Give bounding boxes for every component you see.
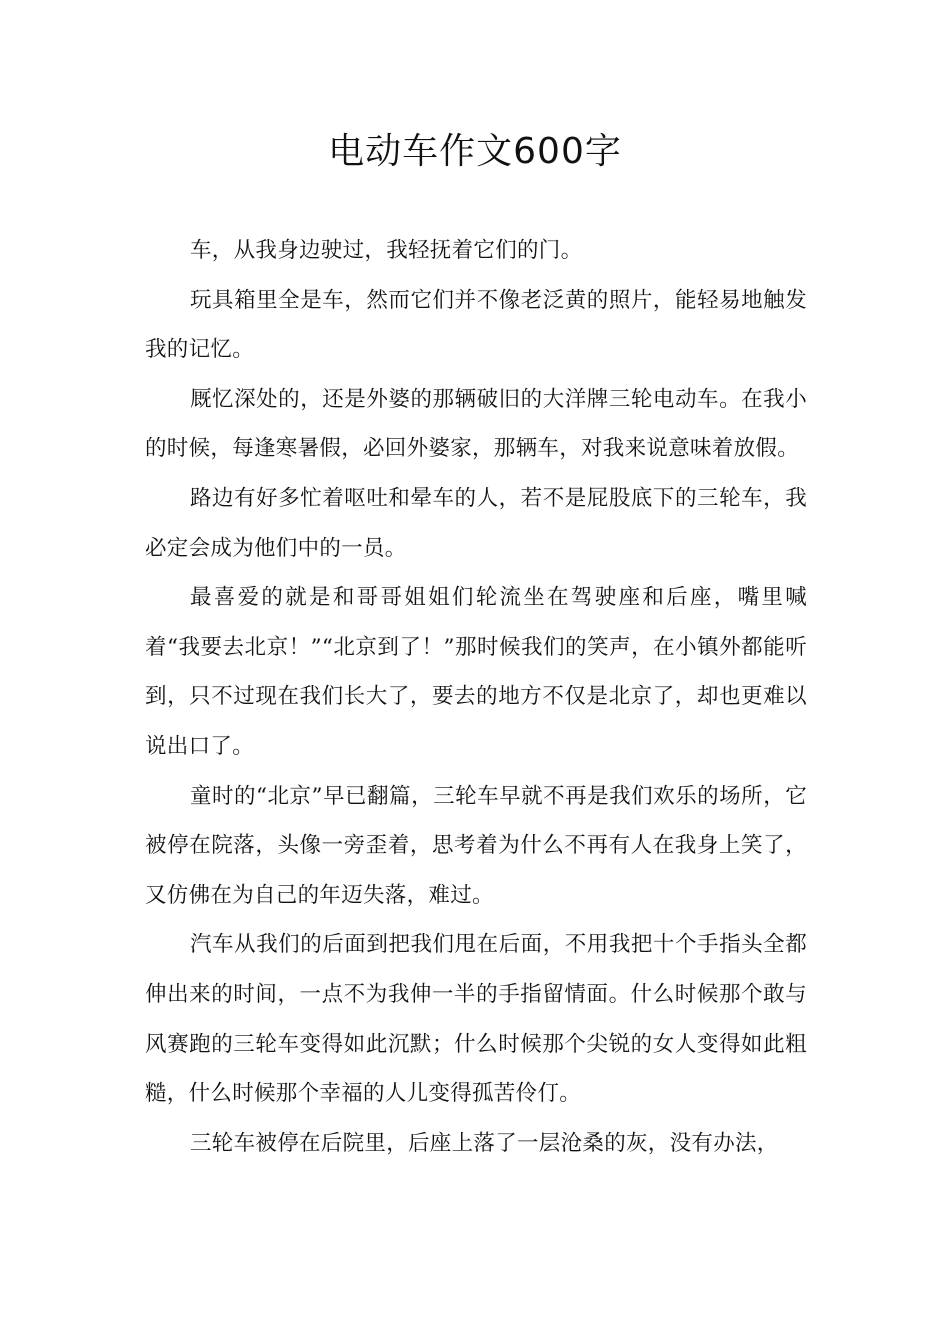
paragraph: 车，从我身边驶过，我轻抚着它们的门。 — [190, 238, 583, 263]
paragraph: 最喜爱的就是和哥哥姐姐们轮流坐在驾驶座和后座，嘴里喊着“我要去北京！”“北京到了！”那时候我们的笑声，在小镇外都能听到，只不过现在我们长大了，要去的地方不仅是北京了，却也更难以说出口了。 — [145, 585, 807, 759]
paragraph: 厩忆深处的，还是外婆的那辆破旧的大洋牌三轮电动车。在我小的时候，每逢寒暑假，必回外婆家，那辆车，对我来说意味着放假。 — [145, 386, 807, 462]
paragraph: 路边有好多忙着呕吐和晕车的人，若不是屁股底下的三轮车，我必定会成为他们中的一员。 — [145, 485, 807, 561]
paragraph: 童时的“北京”早已翻篇，三轮车早就不再是我们欢乐的场所，它被停在院落，头像一旁歪着，思考着为什么不再有人在我身上笑了，又仿佛在为自己的年迈失落，难过。 — [145, 783, 807, 908]
document-title: 电动车作文600字 — [328, 131, 622, 172]
document-body — [145, 226, 807, 1168]
paragraph: 汽车从我们的后面到把我们甩在后面，不用我把十个手指头全都伸出来的时间，一点不为我伸一半的手指留情面。什么时候那个敢与风赛跑的三轮车变得如此沉默；什么时候那个尖锐的女人变得如此粗糙，什么时候那个幸福的人儿变得孤苦伶仃。 — [145, 932, 807, 1107]
paragraph: 三轮车被停在后院里，后座上落了一层沧桑的灰，没有办法， — [190, 1130, 779, 1156]
paragraph: 玩具箱里全是车，然而它们并不像老泛黄的照片，能轻易地触发我的记忆。 — [145, 287, 807, 363]
